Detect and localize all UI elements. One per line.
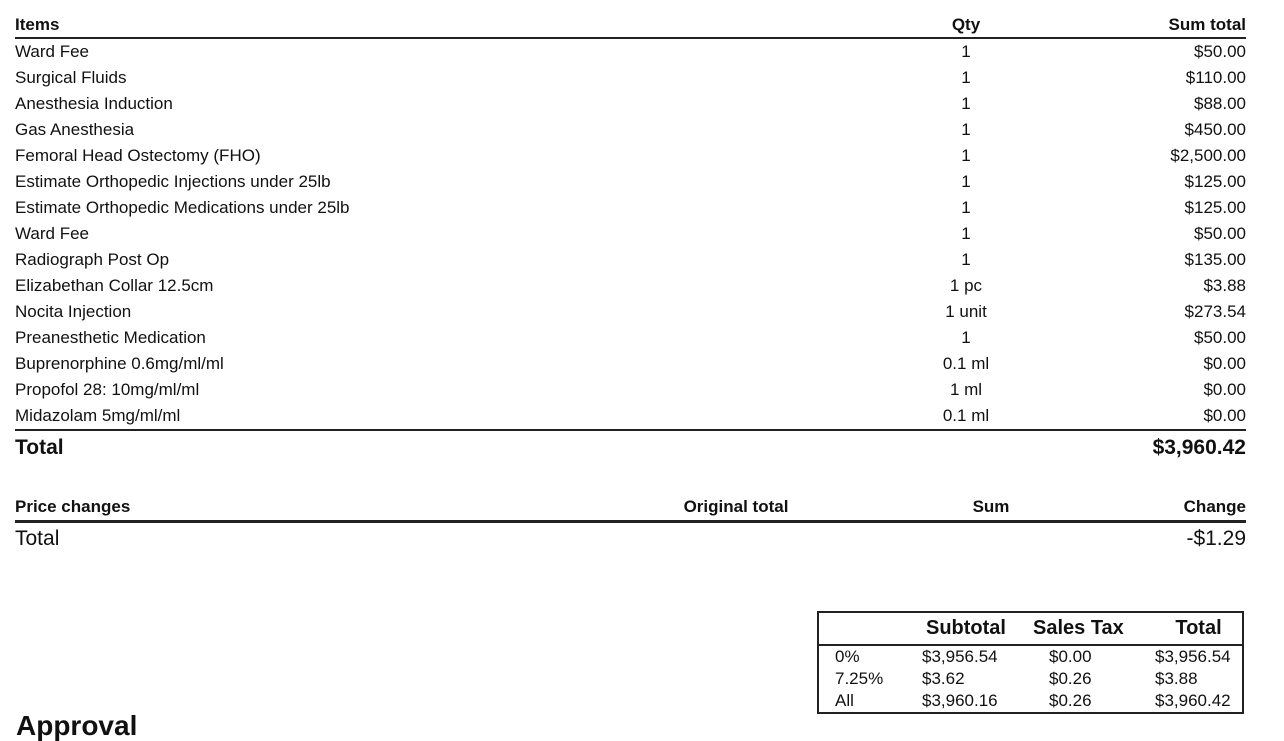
subtotal-header: Subtotal bbox=[922, 613, 1029, 645]
items-total-label: Total bbox=[15, 430, 866, 465]
tax-subtotal: $3.62 bbox=[922, 669, 965, 688]
items-table bbox=[15, 13, 1246, 465]
item-name: Midazolam 5mg/ml/ml bbox=[15, 406, 181, 425]
item-sum: $125.00 bbox=[1184, 172, 1246, 191]
item-name: Preanesthetic Medication bbox=[15, 328, 206, 347]
item-name: Elizabethan Collar 12.5cm bbox=[15, 276, 214, 295]
item-sum: $125.00 bbox=[1184, 198, 1246, 217]
item-qty: 1 bbox=[961, 224, 971, 243]
item-sum: $88.00 bbox=[1194, 94, 1246, 113]
item-sum: $2,500.00 bbox=[1170, 146, 1246, 165]
tax-total: $3,956.54 bbox=[1155, 647, 1231, 666]
items-total-row bbox=[15, 430, 1246, 465]
price-changes-original-value bbox=[566, 522, 906, 556]
item-name: Anesthesia Induction bbox=[15, 94, 173, 113]
item-sum: $3.88 bbox=[1203, 276, 1246, 295]
item-sum: $273.54 bbox=[1184, 302, 1246, 321]
tax-row bbox=[819, 668, 1242, 690]
item-name: Buprenorphine 0.6mg/ml/ml bbox=[15, 354, 224, 373]
item-sum: $450.00 bbox=[1184, 120, 1246, 139]
tax-row bbox=[819, 690, 1242, 712]
tax-summary-box bbox=[817, 611, 1244, 714]
item-qty: 1 bbox=[961, 328, 971, 347]
item-qty: 1 bbox=[961, 198, 971, 217]
item-name: Ward Fee bbox=[15, 42, 90, 61]
item-sum: $135.00 bbox=[1184, 250, 1246, 269]
qty-header: Qty bbox=[866, 13, 1066, 38]
item-qty: 1 bbox=[961, 250, 971, 269]
items-total-value: $3,960.42 bbox=[1066, 430, 1246, 465]
table-row bbox=[15, 195, 1246, 221]
item-name: Femoral Head Ostectomy (FHO) bbox=[15, 146, 261, 165]
table-row bbox=[15, 273, 1246, 299]
item-qty: 1 bbox=[961, 120, 971, 139]
table-row bbox=[15, 351, 1246, 377]
item-qty: 1 ml bbox=[949, 380, 983, 399]
table-row bbox=[15, 117, 1246, 143]
item-name: Estimate Orthopedic Medications under 25lb bbox=[15, 198, 350, 217]
table-row bbox=[15, 299, 1246, 325]
item-qty: 1 bbox=[961, 42, 971, 61]
price-changes-table bbox=[15, 493, 1246, 555]
tax-row bbox=[819, 645, 1242, 668]
item-qty: 1 bbox=[961, 172, 971, 191]
item-qty: 1 bbox=[961, 68, 971, 87]
item-name: Surgical Fluids bbox=[15, 68, 127, 87]
item-qty: 1 bbox=[961, 94, 971, 113]
tax-summary-table bbox=[819, 613, 1242, 712]
tax-rate-header bbox=[819, 613, 922, 645]
price-changes-total-row bbox=[15, 522, 1246, 556]
table-row bbox=[15, 325, 1246, 351]
tax-header-row bbox=[819, 613, 1242, 645]
item-name: Estimate Orthopedic Injections under 25lb bbox=[15, 172, 331, 191]
item-sum: $0.00 bbox=[1203, 406, 1246, 425]
tax-total-header: Total bbox=[1151, 613, 1242, 645]
sales-tax-header: Sales Tax bbox=[1029, 613, 1151, 645]
tax-total: $3.88 bbox=[1155, 669, 1198, 688]
price-changes-sum-value bbox=[906, 522, 1076, 556]
item-name: Propofol 28: 10mg/ml/ml bbox=[15, 380, 200, 399]
item-qty: 1 bbox=[961, 146, 971, 165]
price-changes-header: Price changes bbox=[15, 493, 566, 522]
item-name: Radiograph Post Op bbox=[15, 250, 170, 269]
item-sum: $50.00 bbox=[1194, 328, 1246, 347]
original-total-header: Original total bbox=[566, 493, 906, 522]
item-sum: $110.00 bbox=[1185, 68, 1246, 87]
table-row bbox=[15, 403, 1246, 430]
item-name: Nocita Injection bbox=[15, 302, 132, 321]
item-sum: $50.00 bbox=[1194, 42, 1246, 61]
tax-sales-tax: $0.26 bbox=[1049, 691, 1092, 710]
tax-sales-tax: $0.00 bbox=[1049, 647, 1092, 666]
tax-total: $3,960.42 bbox=[1155, 691, 1231, 710]
table-row bbox=[15, 169, 1246, 195]
tax-body bbox=[819, 645, 1242, 712]
items-header-row bbox=[15, 13, 1246, 38]
sum-total-header: Sum total bbox=[1066, 13, 1246, 38]
table-row bbox=[15, 247, 1246, 273]
tax-sales-tax: $0.26 bbox=[1049, 669, 1092, 688]
price-changes-total-label: Total bbox=[15, 527, 60, 550]
item-sum: $0.00 bbox=[1203, 354, 1246, 373]
items-total-qty bbox=[866, 430, 1066, 465]
price-changes-change-value: -$1.29 bbox=[1186, 527, 1246, 550]
items-body bbox=[15, 38, 1246, 430]
tax-rate: 7.25% bbox=[835, 669, 884, 688]
tax-subtotal: $3,960.16 bbox=[922, 691, 998, 710]
table-row bbox=[15, 143, 1246, 169]
item-qty: 1 pc bbox=[949, 276, 983, 295]
table-row bbox=[15, 377, 1246, 403]
items-header: Items bbox=[15, 13, 866, 38]
price-changes-header-row bbox=[15, 493, 1246, 522]
item-qty: 0.1 ml bbox=[942, 354, 990, 373]
item-name: Gas Anesthesia bbox=[15, 120, 135, 139]
tax-subtotal: $3,956.54 bbox=[922, 647, 998, 666]
approval-heading: Approval bbox=[16, 710, 138, 741]
item-qty: 1 unit bbox=[945, 302, 987, 321]
table-row bbox=[15, 91, 1246, 117]
price-sum-header: Sum bbox=[906, 493, 1076, 522]
item-sum: $50.00 bbox=[1194, 224, 1246, 243]
item-sum: $0.00 bbox=[1203, 380, 1246, 399]
tax-rate: 0% bbox=[835, 647, 860, 666]
tax-rate: All bbox=[835, 691, 854, 710]
item-name: Ward Fee bbox=[15, 224, 90, 243]
item-qty: 0.1 ml bbox=[942, 406, 990, 425]
table-row bbox=[15, 221, 1246, 247]
table-row bbox=[15, 38, 1246, 65]
change-header: Change bbox=[1076, 493, 1246, 522]
table-row bbox=[15, 65, 1246, 91]
